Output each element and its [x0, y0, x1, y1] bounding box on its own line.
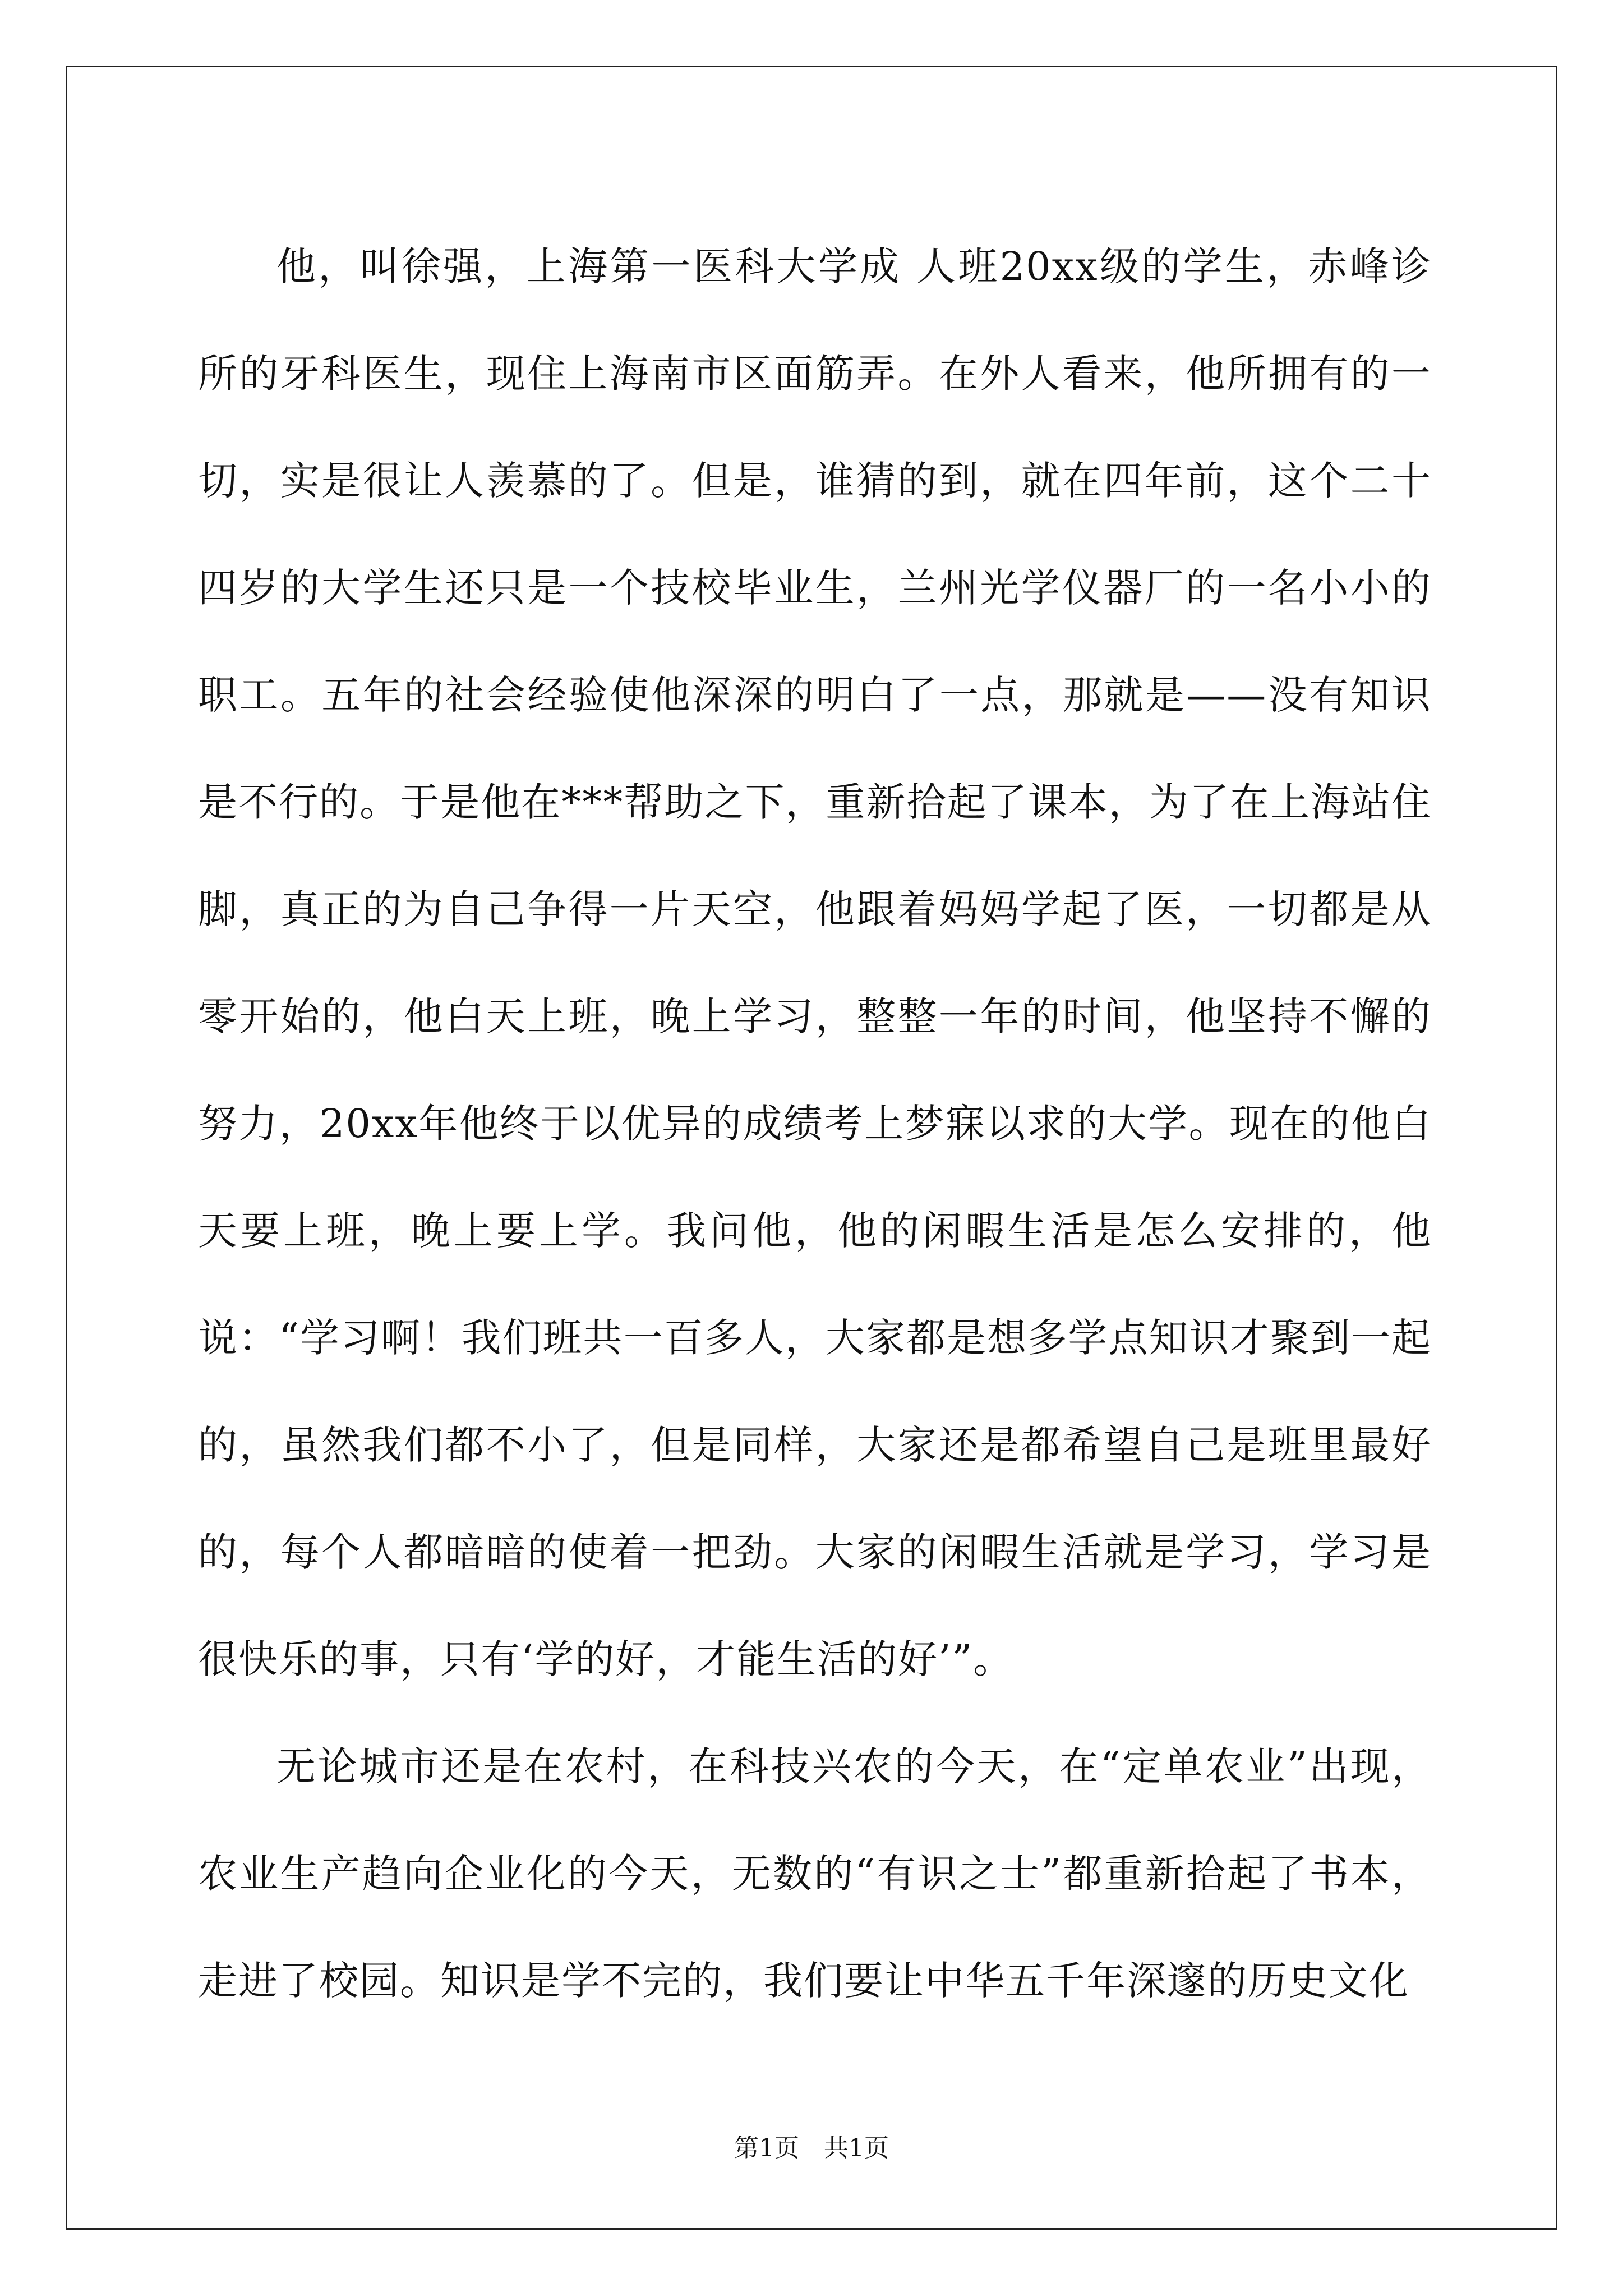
- document-body: [198, 213, 1432, 2035]
- paragraph-2: 无论城市还是在农村，在科技兴农的今天，在“定单农业”出现，农业生产趋向企业化的今天，无数的“有识之士”都重新拾起了书本，走进了校园。知识是学不完的，我们要让中华五千年深邃的历史文化: [198, 1743, 1432, 2004]
- page-footer: 第1页 共1页: [734, 2134, 889, 2162]
- paragraph-1: 他，叫徐强，上海第一医科大学成 人班20xx级的学生，赤峰诊所的牙科医生，现住上海南市区面筋弄。在外人看来，他所拥有的一切，实是很让人羡慕的了。但是，谁猜的到，就在四年前，这个二十四岁的大学生还只是一个技校毕业生，兰州光学仪器厂的一名小小的职工。五年的社会经验使他深深的明白了一点，那就是——没有知识是不行的。于是他在***帮助之下，重新拾起了课本，为了在上海站住脚，真正的为自己争得一片天空，他跟着妈妈学起了医，一切都是从零开始的，他白天上班，晚上学习，整整一年的时间，他坚持不懈的努力，20xx年他终于以优异的成绩考上梦寐以求的大学。现在的他白天要上班，晚上要上学。我问他，他的闲暇生活是怎么安排的，他说：“学习啊！我们班共一百多人，大家都是想多学点知识才聚到一起的，虽然我们都不小了，但是同样，大家还是都希望自己是班里最好的，每个人都暗暗的使着一把劲。大家的闲暇生活就是学习，学习是很快乐的事，只有‘学的好，才能生活的好’”。: [198, 243, 1432, 1682]
